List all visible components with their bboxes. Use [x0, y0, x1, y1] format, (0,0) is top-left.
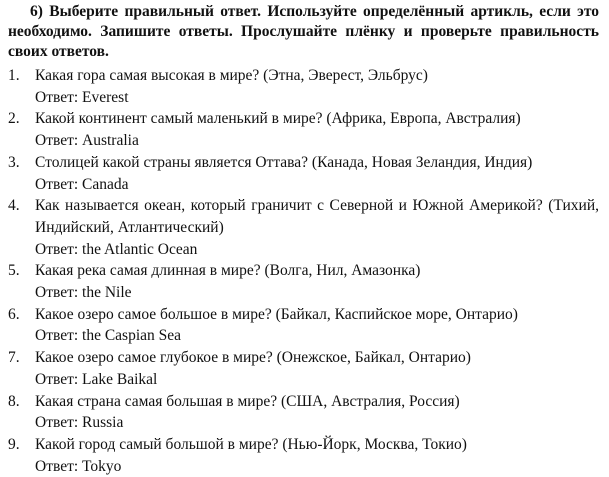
item-question: Какая река самая длинная в мире? (Волга, Нил, Амазонка) — [35, 262, 421, 280]
question-list — [8, 65, 599, 477]
item-number: 2. — [8, 110, 20, 128]
item-answer: Ответ: Tokyo — [35, 457, 122, 475]
list-item — [8, 347, 599, 390]
task-heading — [8, 2, 599, 62]
task-instruction: Выберите правильный ответ. Используйте определённый артикль, если это необходимо. Запишите ответы. Прослушайте плёнку и проверьте правильность своих ответов. — [8, 3, 599, 60]
item-number: 9. — [8, 435, 20, 453]
item-answer: Ответ: Russia — [35, 414, 124, 432]
item-question: Какое озеро самое глубокое в мире? (Онежское, Байкал, Онтарио) — [35, 349, 471, 367]
item-answer: Ответ: the Nile — [35, 284, 132, 302]
list-item — [8, 65, 599, 108]
item-question: Столицей какой страны является Оттава? (Канада, Новая Зеландия, Индия) — [35, 153, 533, 171]
item-question: Какой континент самый маленький в мире? (Африка, Европа, Австралия) — [35, 110, 521, 128]
list-item — [8, 152, 599, 195]
item-question: Какое озеро самое большое в мире? (Байкал, Каспийское море, Онтарио) — [35, 305, 518, 323]
item-number: 6. — [8, 305, 20, 323]
item-answer: Ответ: the Atlantic Ocean — [35, 240, 198, 258]
item-answer: Ответ: Canada — [35, 175, 129, 193]
task-number: 6) — [30, 3, 43, 20]
item-answer: Ответ: Lake Baikal — [35, 370, 158, 388]
list-item — [8, 304, 599, 347]
item-number: 8. — [8, 392, 20, 410]
list-item — [8, 434, 599, 477]
list-item — [8, 195, 599, 260]
item-question: Какая гора самая высокая в мире? (Этна, Эверест, Эльбрус) — [35, 67, 428, 84]
item-answer: Ответ: Everest — [35, 88, 129, 106]
item-number: 4. — [8, 197, 20, 215]
item-number: 5. — [8, 262, 20, 280]
item-question: Какой город самый большой в мире? (Нью-Йорк, Москва, Токио) — [35, 435, 467, 453]
item-question: Как называется океан, который граничит с Северной и Южной Америкой? (Тихий, Индийский, Атлантический) — [35, 197, 599, 236]
list-item — [8, 108, 599, 151]
item-question: Какая страна самая большая в мире? (США, Австралия, Россия) — [35, 392, 460, 410]
item-number: 7. — [8, 349, 20, 367]
item-answer: Ответ: the Caspian Sea — [35, 327, 182, 345]
list-item — [8, 391, 599, 434]
item-answer: Ответ: Australia — [35, 132, 139, 150]
item-number: 1. — [8, 67, 20, 84]
list-item — [8, 260, 599, 303]
item-number: 3. — [8, 153, 20, 171]
